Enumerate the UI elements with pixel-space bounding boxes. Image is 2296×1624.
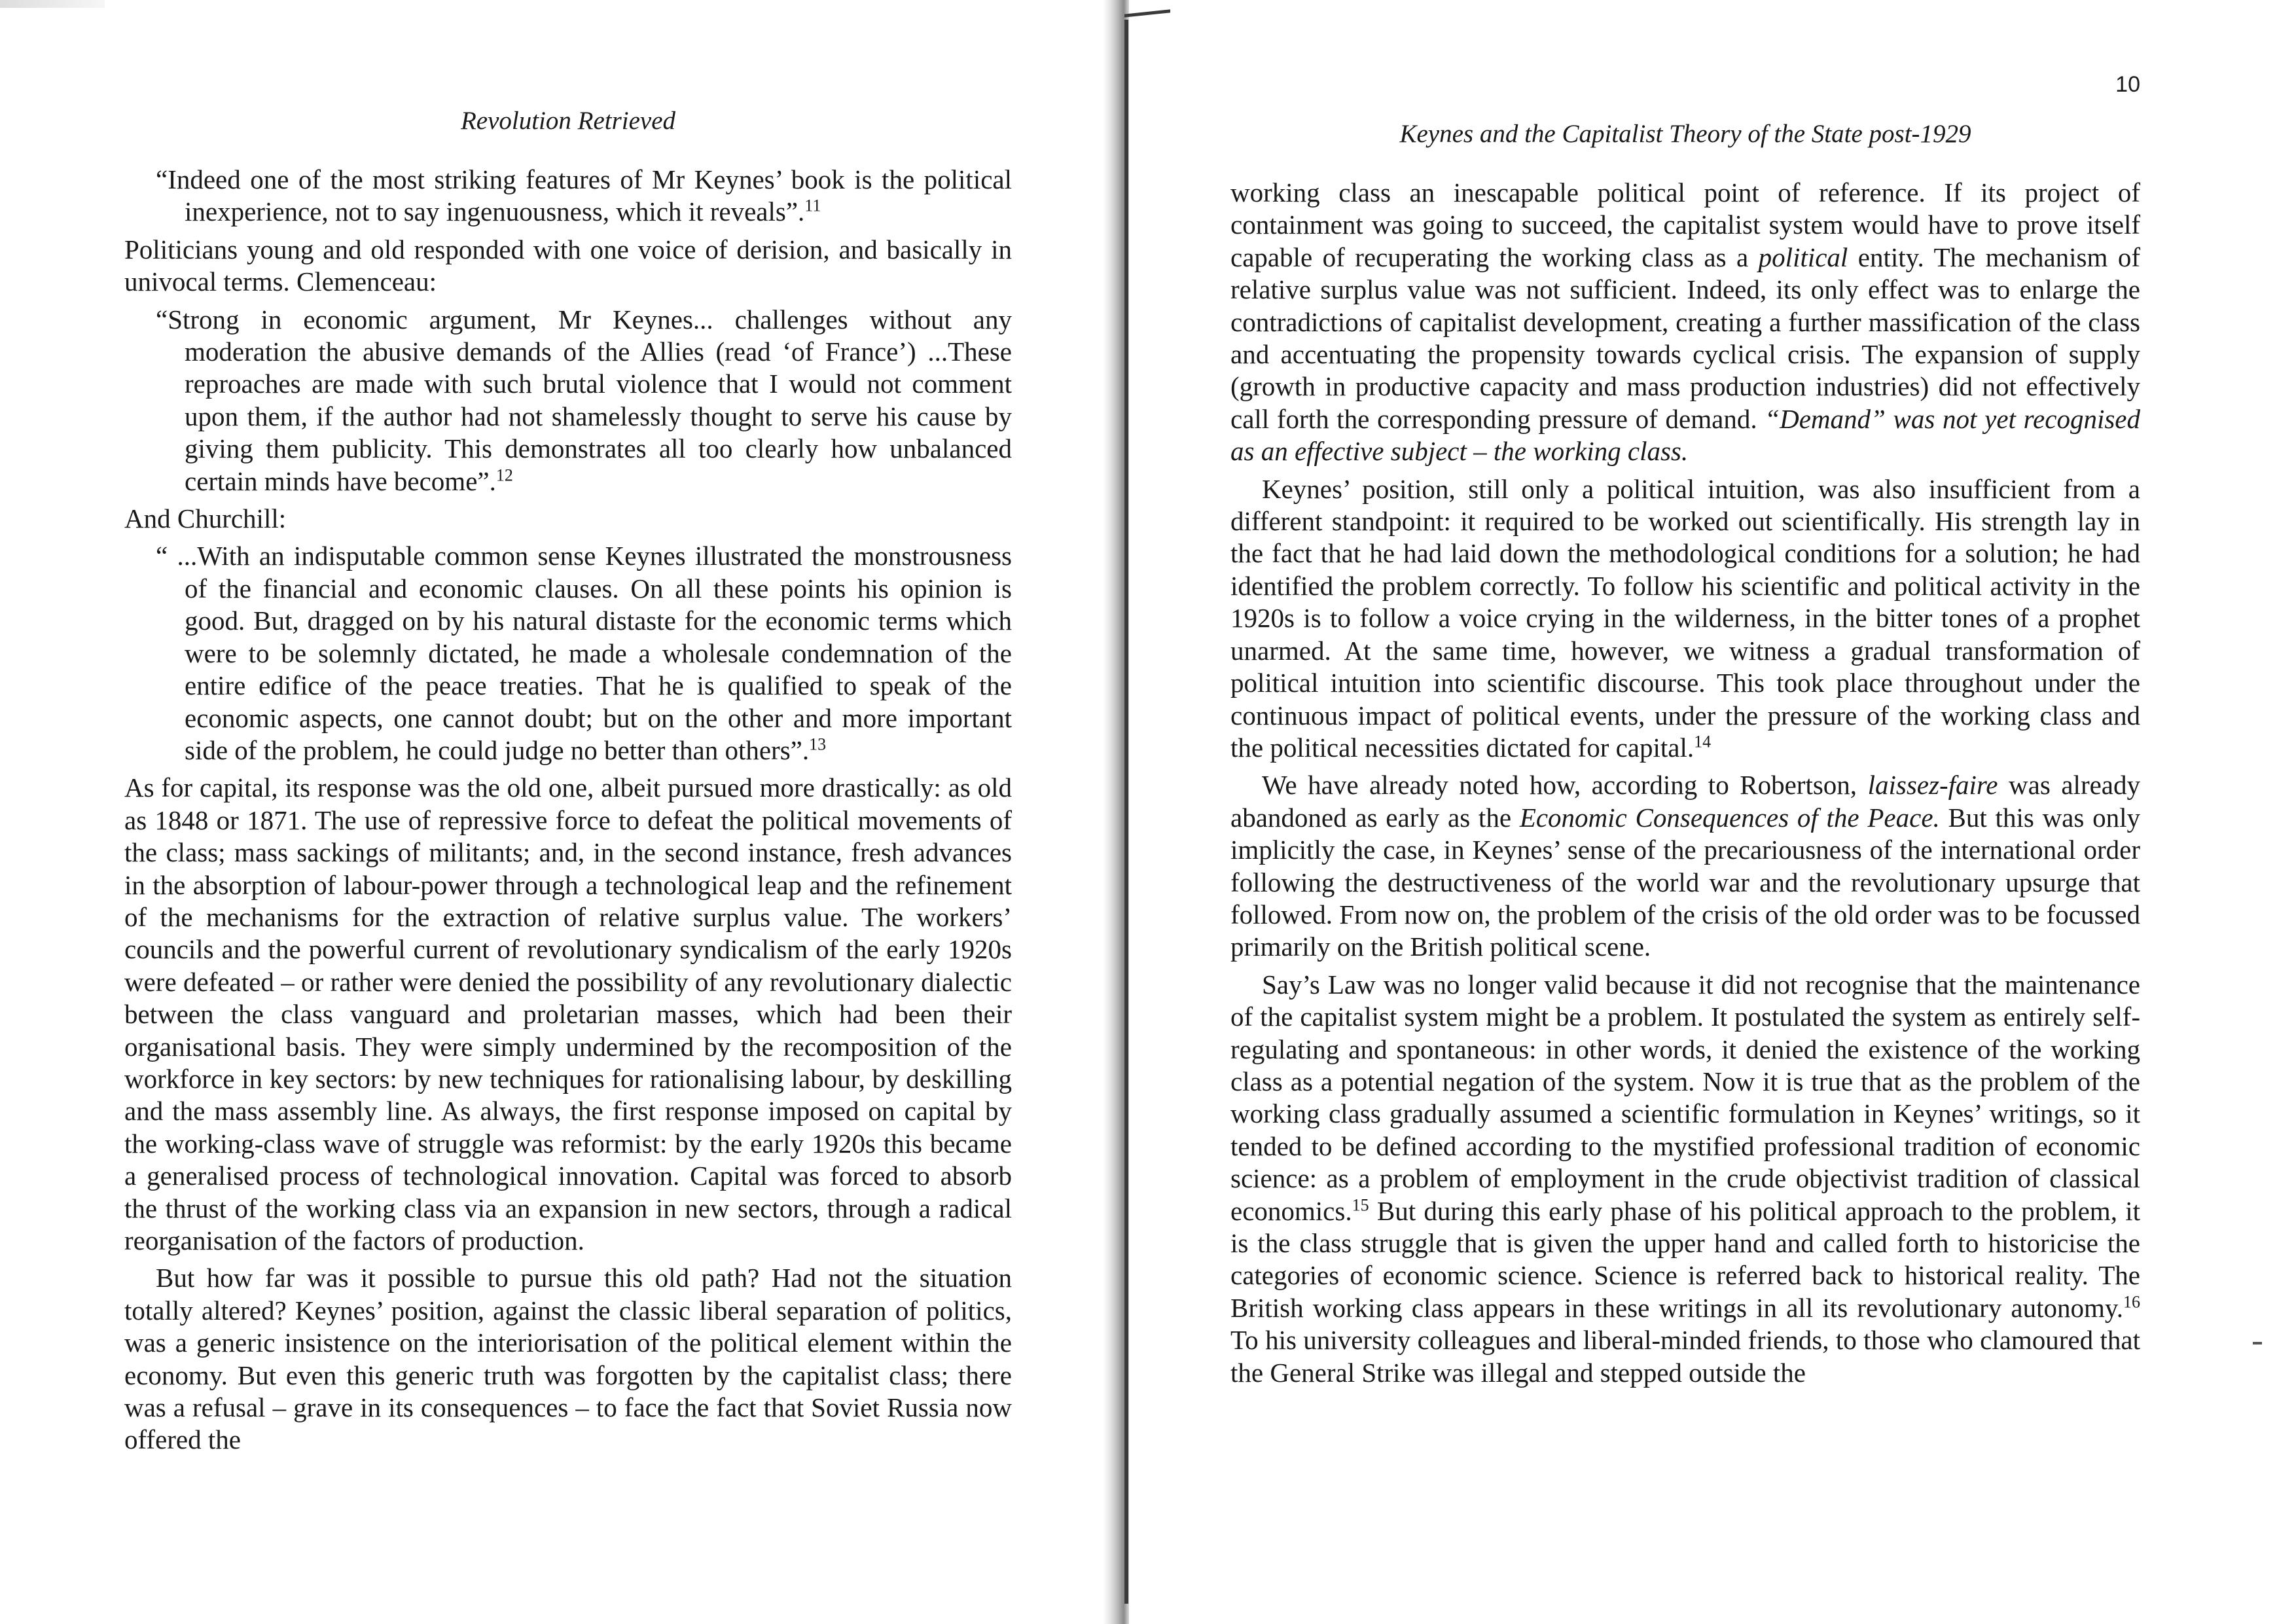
italic-text: Economic Consequences of the Peace. xyxy=(1519,802,1940,833)
spine-line xyxy=(1124,20,1128,1604)
left-page xyxy=(124,105,1012,1462)
footnote-marker: 11 xyxy=(804,196,821,215)
paragraph xyxy=(1230,473,2140,765)
italic-text: “Demand” was not yet recognised as an effective subject – the working class. xyxy=(1230,403,2140,467)
quote-text: “Indeed one of the most striking features of Mr Keynes’ book is the political inexperience, not to say ingenuousness, which it reveals”. xyxy=(156,164,1012,227)
quote-block xyxy=(156,540,1012,767)
edge-mark xyxy=(2253,1342,2262,1344)
footnote-marker: 14 xyxy=(1694,732,1712,751)
italic-text: political xyxy=(1758,242,1848,272)
paragraph xyxy=(1230,969,2140,1389)
paragraph xyxy=(124,772,1012,1257)
paragraph-text: We have already noted how, according to Robertson, xyxy=(1262,770,1868,801)
paragraph-text: But how far was it possible to pursue this old path? Had not the situation totally altered? Keynes’ position, against the classic liberal separation of politics, was a generic insistence on the interiorisation of the political element within the economy. But even this generic truth was forgotten by the capitalist class; there was a refusal – grave in its consequences – to face the fact that Soviet Russia now offered the xyxy=(124,1263,1012,1455)
paragraph-text: As for capital, its response was the old one, albeit pursued more drastically: as old as 1848 or 1871. The use of repressive force to defeat the political movements of the class; mass sackings of militants; and, in the second instance, fresh advances in the absorption of labour-power through a technological leap and the refinement of the mechanisms for the extraction of relative surplus value. The workers’ councils and the powerful current of revolutionary syndicalism of the early 1920s were defeated – or rather were denied the possibility of any revolutionary dialectic between the class vanguard and proletarian masses, which had been their organisational basis. They were simply undermined by the recomposition of the workforce in key sectors: by new techniques for rationalising labour, by deskilling and the mass assembly line. As always, the first response imposed on capital by the working-class wave of struggle was reformist: by the early 1920s this became a generalised process of technological innovation. Capital was forced to absorb the thrust of the working class via an expansion in new sectors, through a radical reorganisation of the factors of production. xyxy=(124,772,1012,1255)
footnote-marker: 15 xyxy=(1352,1195,1369,1214)
quote-block xyxy=(156,164,1012,228)
paragraph-text: entity. The mechanism of relative surplus value was not sufficient. Indeed, its only effect was to enlarge the contradictions of capitalist development, creating a further massification of the class and accentuating the propensity towards cyclical crisis. The expansion of supply (growth in productive capacity and mass production industries) did not effectively call forth the corresponding pressure of demand. xyxy=(1230,242,2140,434)
spine-corner xyxy=(1124,9,1170,17)
paragraph-text: To his university colleagues and liberal-minded friends, to those who clamoured that the General Strike was illegal and stepped outside the xyxy=(1230,1325,2140,1388)
paragraph-text: And Churchill: xyxy=(124,503,287,534)
paragraph-text: Politicians young and old responded with one voice of derision, and basically in univocal terms. Clemenceau: xyxy=(124,234,1012,297)
paragraph xyxy=(1230,177,2140,468)
right-page xyxy=(1230,72,2140,1394)
left-running-head: Revolution Retrieved xyxy=(460,107,676,135)
paragraph xyxy=(124,234,1012,298)
paragraph xyxy=(1230,769,2140,963)
paragraph-text: Keynes’ position, still only a political intuition, was also insufficient from a different standpoint: it required to be worked out scientifically. His strength lay in the fact that he had laid down the methodological conditions for a solution; he had identified the problem correctly. To follow his scientific and political activity in the 1920s is to follow a voice crying in the wilderness, in the bitter tones of a prophet unarmed. At the same time, however, we witness a gradual transformation of political intuition into scientific discourse. This took place throughout under the continuous impact of political events, under the pressure of the working class and the political necessities dictated for capital. xyxy=(1230,473,2140,763)
scan-artifact xyxy=(0,0,105,8)
paragraph-text: was already abandoned as early as the xyxy=(1230,770,2140,833)
footnote-marker: 13 xyxy=(809,734,827,754)
paragraph xyxy=(124,1262,1012,1456)
quote-block xyxy=(156,304,1012,497)
paragraph-text: working class an inescapable political point of reference. If its project of containment was going to succeed, the capitalist system would have to prove itself capable of recuperating the working class as a xyxy=(1230,177,2140,272)
italic-text: laissez-faire xyxy=(1867,770,1998,801)
quote-text: “Strong in economic argument, Mr Keynes... challenges without any moderation the abusive demands of the Allies (read ‘of France’) ...These reproaches are made with such brutal violence that I would not comment upon them, if the author had not shamelessly thought to serve his cause by giving them publicity. This demonstrates all too clearly how unbalanced certain minds have become”. xyxy=(156,304,1012,496)
page-number: 10 xyxy=(2115,72,2140,97)
footnote-marker: 12 xyxy=(495,465,513,484)
quote-text: “ ...With an indisputable common sense Keynes illustrated the monstrousness of the financial and economic clauses. On all these points his opinion is good. But, dragged on by his natural distaste for the economic terms which were to be solemnly dictated, he made a wholesale condemnation of the entire edifice of the peace treaties. That he is qualified to speak of the economic aspects, one cannot doubt; but on the other and more important side of the problem, he could judge no better than others”. xyxy=(156,541,1012,765)
paragraph-text: But this was only implicitly the case, in Keynes’ sense of the precariousness of the international order following the destructiveness of the world war and the revolutionary upsurge that followed. From now on, the problem of the crisis of the old order was to be focussed primarily on the British political scene. xyxy=(1230,802,2140,962)
right-running-head: Keynes and the Capitalist Theory of the State post-1929 xyxy=(1399,120,1971,148)
paragraph xyxy=(124,503,1012,535)
paragraph-text: But during this early phase of his political approach to the problem, it is the class struggle that is given the upper hand and called forth to historicise the categories of economic science. Science is referred back to historical reality. The British working class appears in these writings in all its revolutionary autonomy. xyxy=(1230,1195,2140,1323)
paragraph-text: Say’s Law was no longer valid because it did not recognise that the maintenance of the capitalist system might be a problem. It postulated the system as entirely self-regulating and spontaneous: in other words, it denied the existence of the working class as a potential negation of the system. Now it is true that as the problem of the working class gradually assumed a scientific formulation in Keynes’ writings, so it tended to be defined according to the mystified professional tradition of economic science: as a problem of employment in the crude objectivist tradition of classical economics. xyxy=(1230,969,2140,1226)
footnote-marker: 16 xyxy=(2123,1292,2140,1312)
